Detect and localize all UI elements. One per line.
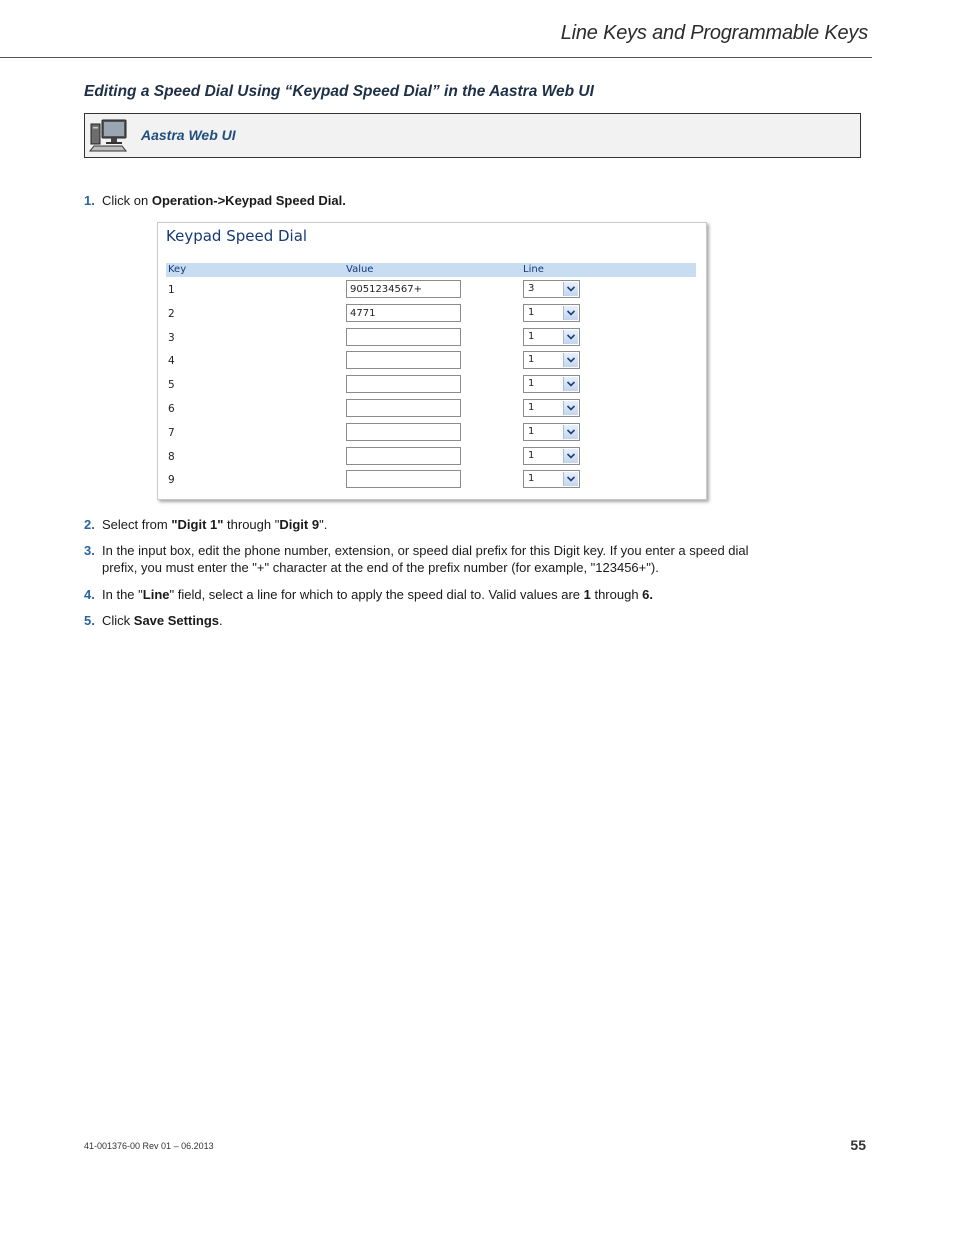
line-select-value: 1: [528, 425, 535, 437]
step-emphasis: "Digit 1": [171, 517, 224, 532]
table-row: [166, 328, 696, 350]
value-input[interactable]: [346, 375, 461, 393]
chevron-down-icon[interactable]: [563, 472, 578, 486]
web-ui-callout: [84, 113, 861, 158]
step-run: Click on: [102, 193, 152, 208]
line-select-value: 1: [528, 306, 535, 318]
line-select[interactable]: [523, 351, 580, 369]
line-select-value: 3: [528, 283, 535, 294]
step-emphasis: Digit 9: [279, 517, 320, 532]
column-header-line: Line: [523, 264, 544, 275]
value-input[interactable]: [346, 328, 461, 346]
chevron-down-icon[interactable]: [563, 449, 578, 463]
step-emphasis: Operation->Keypad Speed Dial.: [151, 193, 346, 208]
step-2: [84, 516, 774, 533]
step-run: through: [590, 587, 643, 602]
table-row: [166, 399, 696, 421]
chevron-down-icon[interactable]: [563, 330, 578, 344]
step-3: [84, 542, 774, 576]
step-text: [102, 612, 774, 629]
header-rule: [0, 57, 872, 58]
step-run: through ": [223, 517, 280, 532]
table-row: [166, 470, 696, 492]
line-select-value: 1: [528, 378, 535, 390]
step-number: 2.: [84, 517, 95, 532]
step-run: In the input box, edit the phone number, extension, or speed dial prefix for this Digit key. If you enter a speed dial prefix, you must enter the "+" character at the end of the prefix number (for example, "123456+").: [102, 543, 749, 575]
step-run: In the ": [102, 587, 143, 602]
key-cell: 8: [168, 450, 175, 463]
step-number: 1.: [84, 193, 95, 208]
chevron-down-icon[interactable]: [563, 377, 578, 391]
step-text: [102, 586, 774, 603]
line-select-value: 1: [528, 449, 535, 461]
key-cell: 4: [168, 355, 175, 368]
step-run: " field, select a line for which to apply the speed dial to. Valid values are: [169, 587, 584, 602]
line-select[interactable]: [523, 304, 580, 322]
section-title: Editing a Speed Dial Using “Keypad Speed Dial” in the Aastra Web UI: [84, 83, 594, 100]
table-row: [166, 375, 696, 397]
column-header-key: Key: [168, 264, 187, 275]
line-select[interactable]: [523, 423, 580, 441]
key-cell: 7: [168, 426, 175, 439]
key-cell: 3: [168, 331, 175, 344]
table-row: [166, 351, 696, 373]
step-4: [84, 586, 774, 603]
step-emphasis: Line: [142, 587, 170, 602]
value-input[interactable]: 4771: [346, 304, 461, 322]
computer-icon: [88, 118, 130, 154]
line-select[interactable]: [523, 447, 580, 465]
line-select[interactable]: [523, 328, 580, 346]
value-input[interactable]: [346, 470, 461, 488]
step-number: 3.: [84, 543, 95, 558]
table-row: [166, 280, 696, 302]
line-select[interactable]: [523, 375, 580, 393]
table-row: [166, 423, 696, 445]
screenshot-title: Keypad Speed Dial: [166, 227, 308, 245]
line-select[interactable]: [523, 280, 580, 298]
step-run: ".: [319, 517, 328, 532]
keypad-speed-dial-screenshot: [157, 222, 707, 500]
table-row: [166, 447, 696, 469]
line-select-value: 1: [528, 354, 535, 366]
chevron-down-icon[interactable]: [563, 353, 578, 367]
line-select-value: 1: [528, 402, 535, 413]
step-1: [84, 192, 774, 209]
step-emphasis: 1: [583, 587, 591, 602]
chevron-down-icon[interactable]: [563, 306, 578, 320]
step-run: .: [219, 613, 223, 628]
key-cell: 6: [168, 403, 175, 415]
value-input[interactable]: [346, 399, 461, 417]
key-cell: 9: [168, 474, 175, 487]
step-run: Click: [102, 613, 134, 628]
chevron-down-icon[interactable]: [563, 401, 578, 415]
callout-label: Aastra Web UI: [141, 127, 236, 143]
line-select-value: 1: [528, 330, 535, 342]
step-number: 5.: [84, 613, 95, 628]
line-select-value: 1: [528, 473, 535, 485]
table-row: [166, 304, 696, 326]
step-text: [102, 542, 774, 576]
step-text: [102, 516, 774, 533]
step-emphasis: 6.: [642, 587, 654, 602]
key-cell: 2: [168, 307, 175, 320]
chevron-down-icon[interactable]: [563, 282, 578, 296]
running-header: Line Keys and Programmable Keys: [560, 22, 868, 44]
step-emphasis: Save Settings: [133, 613, 220, 628]
step-text: [102, 192, 774, 209]
document-code: 41-001376-00 Rev 01 – 06.2013: [84, 1141, 214, 1151]
value-input[interactable]: [346, 423, 461, 441]
table-header: [166, 263, 696, 277]
column-header-value: Value: [346, 264, 374, 275]
key-cell: 1: [168, 284, 175, 296]
step-number: 4.: [84, 587, 95, 602]
step-run: Select from: [102, 517, 172, 532]
chevron-down-icon[interactable]: [563, 425, 578, 439]
value-input[interactable]: 9051234567+: [346, 280, 461, 298]
line-select[interactable]: [523, 470, 580, 488]
value-input[interactable]: [346, 351, 461, 369]
value-input[interactable]: [346, 447, 461, 465]
line-select[interactable]: [523, 399, 580, 417]
page-number: 55: [850, 1137, 866, 1153]
key-cell: 5: [168, 379, 175, 392]
step-5: [84, 612, 774, 629]
